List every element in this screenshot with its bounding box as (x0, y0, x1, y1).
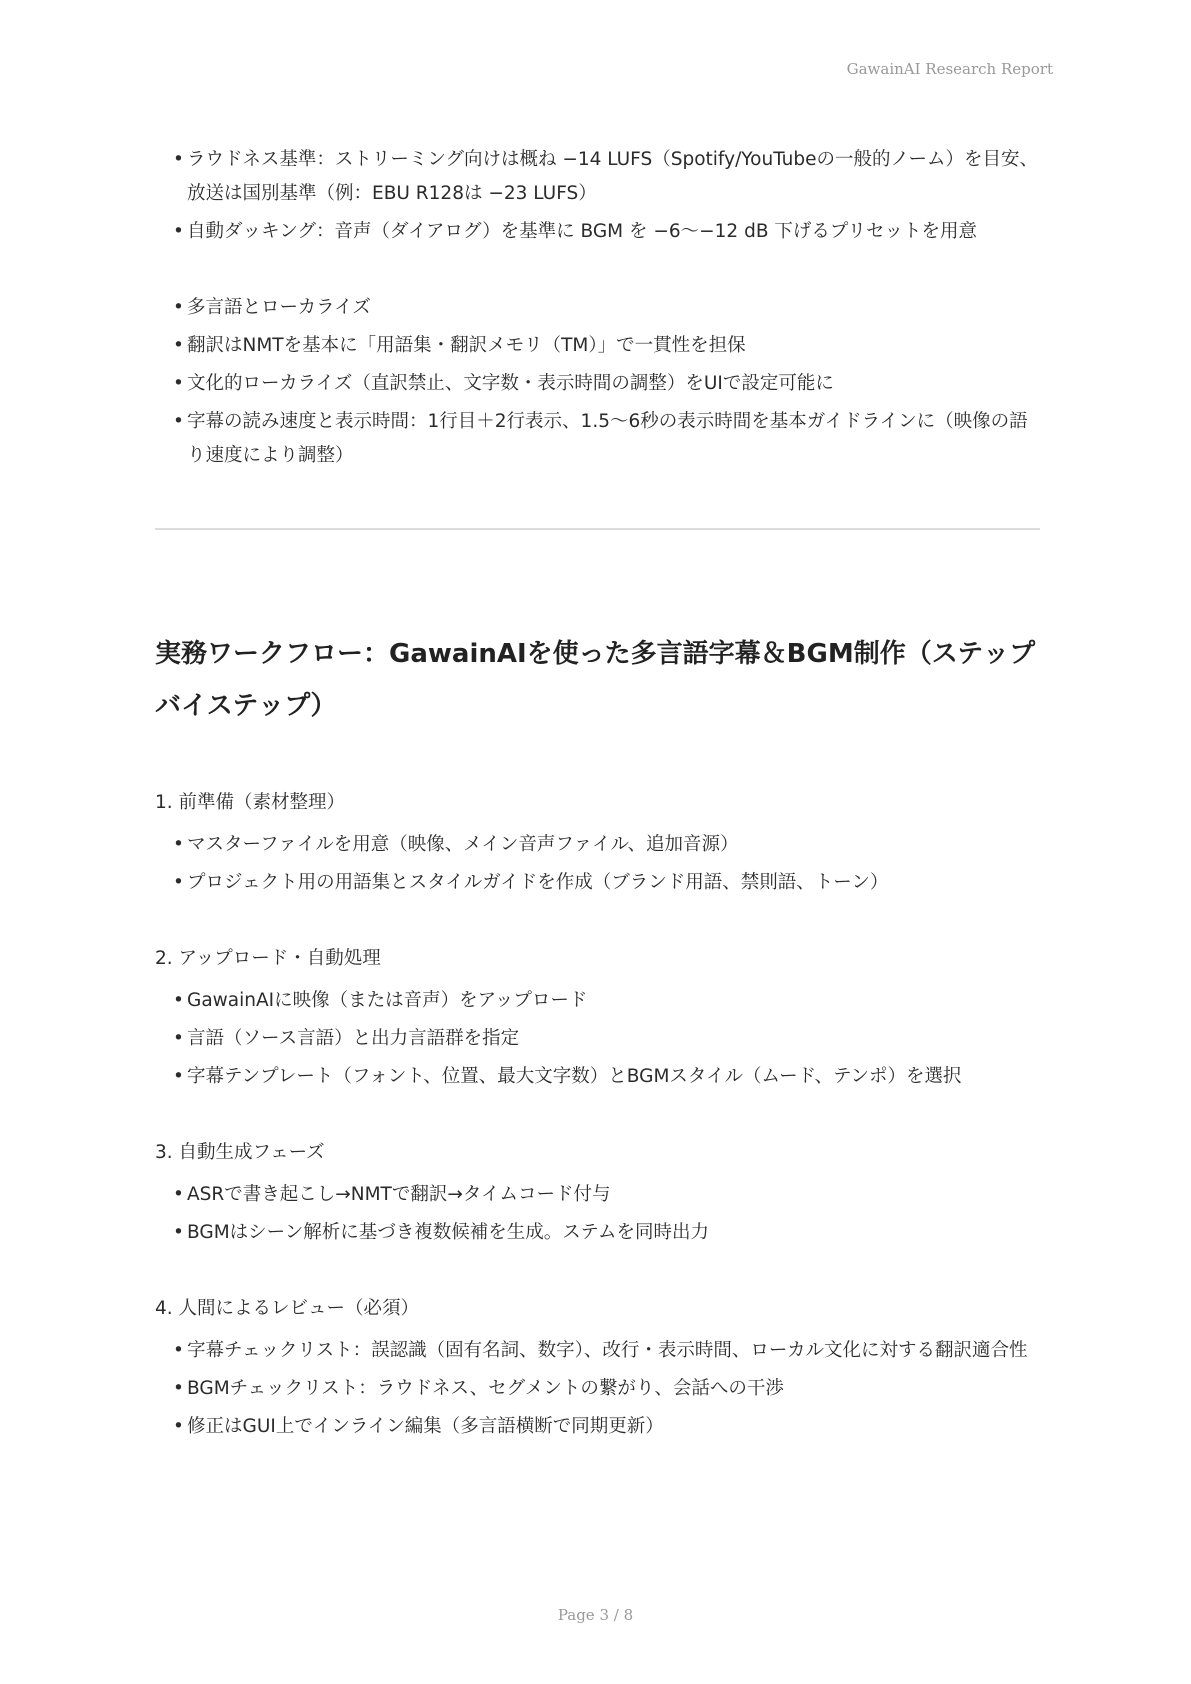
list-item: • 字幕チェックリスト：誤認識（固有名詞、数字）、改行・表示時間、ローカル文化に対する翻訳適合性 (173, 1340, 1028, 1361)
list-item-text: BGMチェックリスト：ラウドネス、セグメントの繋がり、会話への干渉 (187, 1378, 784, 1399)
list-item: • GawainAIに映像（または音声）をアップロード (173, 990, 588, 1011)
step-title: 3. 自動生成フェーズ (155, 1142, 325, 1163)
list-item: • 修正はGUI上でインライン編集（多言語横断で同期更新） (173, 1416, 664, 1437)
list-item-text: マスターファイルを用意（映像、メイン音声ファイル、追加音源） (187, 834, 739, 855)
list-item: • BGMはシーン解析に基づき複数候補を生成。ステムを同時出力 (173, 1222, 710, 1243)
list-item-text: BGMはシーン解析に基づき複数候補を生成。ステムを同時出力 (187, 1222, 710, 1243)
list-item-text: 修正はGUI上でインライン編集（多言語横断で同期更新） (187, 1416, 664, 1437)
workflow-steps (155, 786, 1040, 1448)
list-item: • 多言語とローカライズ (173, 297, 371, 318)
list-item-text: 翻訳はNMTを基本に「用語集・翻訳メモリ（TM）」で一貫性を担保 (187, 335, 746, 356)
list-item: • ASRで書き起こし→NMTで翻訳→タイムコード付与 (173, 1184, 611, 1205)
list-item-text: ラウドネス基準：ストリーミング向けは概ね −14 LUFS（Spotify/YouTubeの一般的ノーム）を目安、放送は国別基準（例：EBU R128は −23 LUFS） (187, 149, 1038, 204)
section-divider (155, 528, 1040, 530)
list-item-text: GawainAIに映像（または音声）をアップロード (187, 990, 588, 1011)
list-item-text: 字幕チェックリスト：誤認識（固有名詞、数字）、改行・表示時間、ローカル文化に対する翻訳適合性 (187, 1340, 1028, 1361)
page-number: Page 3 / 8 (557, 1606, 634, 1624)
list-item: • 言語（ソース言語）と出力言語群を指定 (173, 1028, 520, 1049)
list-item: • 字幕の読み速度と表示時間：1行目＋2行表示、1.5〜6秒の表示時間を基本ガイドラインに（映像の語り速度により調整） (173, 411, 1028, 466)
list-item-text: ASRで書き起こし→NMTで翻訳→タイムコード付与 (187, 1184, 611, 1205)
list-item-text: 多言語とローカライズ (187, 297, 371, 318)
list-item-text: 言語（ソース言語）と出力言語群を指定 (187, 1028, 520, 1049)
list-item: • ラウドネス基準：ストリーミング向けは概ね −14 LUFS（Spotify/YouTubeの一般的ノーム）を目安、放送は国別基準（例：EBU R128は −23 LUFS） (173, 149, 1038, 204)
list-item: • 翻訳はNMTを基本に「用語集・翻訳メモリ（TM）」で一貫性を担保 (173, 335, 746, 356)
section-heading: 実務ワークフロー：GawainAIを使った多言語字幕＆BGM制作（ステップバイステップ） (155, 639, 1036, 721)
list-item-text: 字幕の読み速度と表示時間：1行目＋2行表示、1.5〜6秒の表示時間を基本ガイドラインに（映像の語り速度により調整） (187, 411, 1028, 466)
list-item: • 字幕テンプレート（フォント、位置、最大文字数）とBGMスタイル（ムード、テンポ）を選択 (173, 1066, 962, 1087)
list-item: • 文化的ローカライズ（直訳禁止、文字数・表示時間の調整）をUIで設定可能に (173, 373, 834, 394)
step-title: 2. アップロード・自動処理 (155, 948, 381, 969)
step-title: 4. 人間によるレビュー（必須） (155, 1298, 420, 1319)
list-item-text: 自動ダッキング：音声（ダイアログ）を基準に BGM を −6〜−12 dB 下げるプリセットを用意 (187, 221, 977, 242)
list-item-text: プロジェクト用の用語集とスタイルガイドを作成（ブランド用語、禁則語、トーン） (187, 872, 889, 893)
running-header: GawainAI Research Report (846, 60, 1053, 78)
list-item: • 自動ダッキング：音声（ダイアログ）を基準に BGM を −6〜−12 dB 下げるプリセットを用意 (173, 221, 977, 242)
list-item-text: 文化的ローカライズ（直訳禁止、文字数・表示時間の調整）をUIで設定可能に (187, 373, 834, 394)
list-item: • BGMチェックリスト：ラウドネス、セグメントの繋がり、会話への干渉 (173, 1378, 784, 1399)
list-item: • マスターファイルを用意（映像、メイン音声ファイル、追加音源） (173, 834, 739, 855)
list-item-text: 字幕テンプレート（フォント、位置、最大文字数）とBGMスタイル（ムード、テンポ）を選択 (187, 1066, 962, 1087)
top-bullet-list (155, 143, 1040, 477)
list-item: • プロジェクト用の用語集とスタイルガイドを作成（ブランド用語、禁則語、トーン） (173, 872, 889, 893)
step-title: 1. 前準備（素材整理） (155, 792, 346, 813)
